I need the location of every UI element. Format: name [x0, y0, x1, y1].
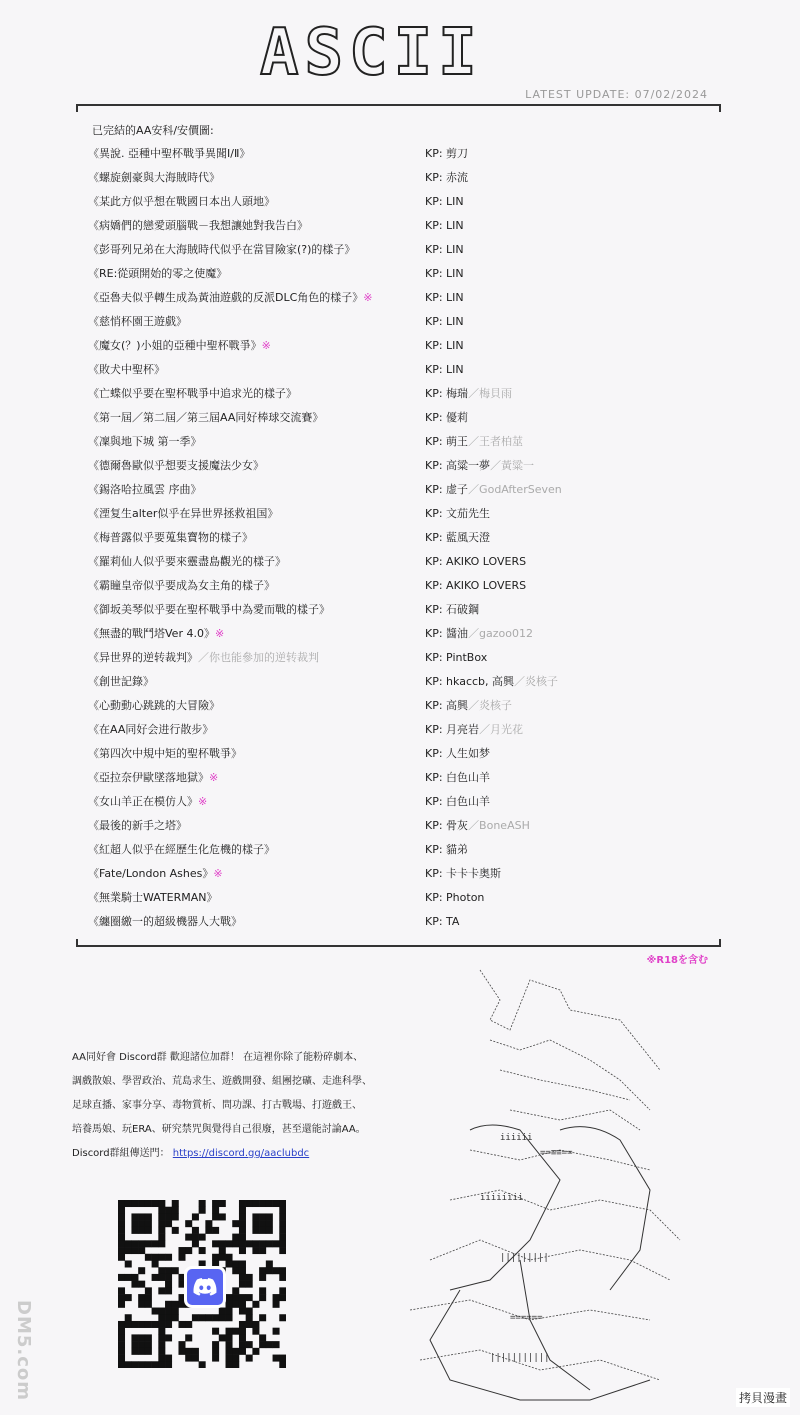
item-title-extra: ／你也能參加的逆转裁判 [198, 651, 319, 664]
list-item [88, 242, 708, 266]
item-kp-name: KP: 石破鋼 [425, 603, 480, 616]
item-title [88, 170, 220, 186]
item-kp [425, 554, 526, 570]
item-title [88, 506, 278, 522]
item-kp-extra: ／梅貝雨 [468, 387, 513, 400]
item-title [88, 818, 187, 834]
item-title-text: 《异世界的逆转裁判》 [88, 651, 198, 664]
list-item [88, 554, 708, 578]
item-title-text: 《羅莉仙人似乎要來靈盡島觀光的樣子》 [88, 555, 286, 568]
item-title-text: 《病嬌們的戀愛頭腦戰－我想讓她對我告白》 [88, 219, 308, 232]
item-kp-extra: ／BoneASH [468, 819, 530, 832]
item-title-text: 《梅普露似乎要蒐集寶物的樣子》 [88, 531, 253, 544]
item-title-text: 《異說. 亞種中聖杯戰爭異聞Ⅰ/Ⅱ》 [88, 147, 251, 160]
r18-mark: ※ [363, 291, 373, 304]
discord-link-line [72, 1142, 402, 1166]
list-item [88, 434, 708, 458]
list-item [88, 794, 708, 818]
item-kp [425, 194, 464, 210]
item-kp-name: KP: AKIKO LOVERS [425, 555, 527, 568]
r18-mark: ※ [209, 771, 219, 784]
item-kp-name: KP: PintBox [425, 651, 488, 664]
item-title-text: 《亞魯夫似乎轉生成為黃油遊戲的反派DLC角色的樣子》 [88, 291, 364, 304]
item-kp [425, 770, 490, 786]
list-item [88, 194, 708, 218]
item-title-text: 《錫洛哈拉風雲 序曲》 [88, 483, 202, 496]
item-kp-name: KP: 剪刀 [425, 147, 469, 160]
item-title [88, 386, 297, 402]
item-title [88, 266, 227, 282]
item-title-text: 《RE:從頭開始的零之使魔》 [88, 267, 228, 280]
svg-text:iiiiii: iiiiii [500, 1133, 533, 1143]
item-kp [425, 914, 459, 930]
r18-mark: ※ [261, 339, 271, 352]
item-kp [425, 866, 501, 882]
bracket-top [76, 104, 721, 112]
item-title [88, 794, 207, 810]
item-kp-name: KP: 高興 [425, 699, 469, 712]
list-item [88, 770, 708, 794]
list-item [88, 410, 708, 434]
item-kp-name: KP: LIN [425, 195, 464, 208]
item-title [88, 914, 242, 930]
discord-link[interactable]: https://discord.gg/aaclubdc [172, 1148, 310, 1159]
item-title-text: 《第一屆／第二屆／第三屆AA同好棒球交流賽》 [88, 411, 324, 424]
item-kp [425, 482, 562, 498]
item-title [88, 338, 271, 354]
item-kp [425, 146, 468, 162]
item-kp [425, 506, 490, 522]
list-item [88, 482, 708, 506]
item-kp-extra: ／月光花 [479, 723, 524, 736]
item-title [88, 218, 308, 234]
item-kp [425, 314, 464, 330]
list-item [88, 674, 708, 698]
item-kp-extra: ／炎核子 [514, 675, 559, 688]
item-title-text: 《紅超人似乎在經歷生化危機的樣子》 [88, 843, 275, 856]
item-title [88, 602, 330, 618]
list-item [88, 386, 708, 410]
svg-text:|||||||||||: ||||||||||| [490, 1353, 550, 1363]
ascii-art-figure [390, 960, 700, 1410]
item-title [88, 842, 275, 858]
item-title-text: 《最後的新手之塔》 [88, 819, 187, 832]
item-kp-name: KP: 文茄先生 [425, 507, 491, 520]
item-kp [425, 218, 464, 234]
list-item [88, 602, 708, 626]
item-title [88, 746, 242, 762]
watermark: DM5.com [13, 1300, 34, 1402]
list-item [88, 914, 708, 938]
item-title [88, 770, 218, 786]
item-title [88, 626, 224, 642]
item-title [88, 290, 373, 306]
completed-list [88, 146, 708, 938]
item-title [88, 890, 218, 906]
item-title-text: 《心動動心跳跳的大冒險》 [88, 699, 220, 712]
item-kp [425, 410, 468, 426]
item-title-text: 《亞拉奈伊歐墜落地獄》 [88, 771, 209, 784]
list-item [88, 530, 708, 554]
list-item [88, 146, 708, 170]
item-kp-name: KP: 赤流 [425, 171, 469, 184]
item-kp [425, 338, 464, 354]
qr-code-icon [118, 1200, 286, 1368]
item-title-text: 《慈悄杯園王遊戲》 [88, 315, 187, 328]
item-title-text: 《Fate/London Ashes》 [88, 867, 214, 880]
item-kp-name: KP: 藍風天澄 [425, 531, 491, 544]
list-item [88, 362, 708, 386]
item-kp-name: KP: 貓弟 [425, 843, 469, 856]
item-title [88, 530, 253, 546]
item-title [88, 458, 264, 474]
list-item [88, 818, 708, 842]
item-kp-name: KP: LIN [425, 219, 464, 232]
item-kp [425, 626, 533, 642]
svg-text:|||||||||: ||||||||| [500, 1253, 549, 1263]
item-kp-name: KP: TA [425, 915, 460, 928]
item-kp-extra: ／GodAfterSeven [468, 483, 562, 496]
item-title [88, 146, 250, 162]
item-kp [425, 530, 490, 546]
item-title [88, 314, 187, 330]
item-kp-name: KP: 醬油 [425, 627, 469, 640]
item-kp [425, 602, 479, 618]
item-title-text: 《彭哥列兄弟在大海賊時代似乎在當冒險家(?)的樣子》 [88, 243, 356, 256]
svg-text:==≡≡==: ==≡≡== [540, 1148, 573, 1158]
r18-note: ※R18を含む [646, 955, 708, 966]
item-title-text: 《敗犬中聖杯》 [88, 363, 165, 376]
item-title-text: 《湮复生alter似乎在异世界拯救祖国》 [88, 507, 279, 520]
item-kp [425, 266, 464, 282]
item-kp [425, 722, 523, 738]
item-kp [425, 386, 512, 402]
list-item [88, 506, 708, 530]
item-kp-name: KP: 卡卡卡奥斯 [425, 867, 502, 880]
item-title [88, 650, 319, 666]
item-kp-name: KP: AKIKO LOVERS [425, 579, 527, 592]
svg-text:======: ====== [510, 1313, 543, 1323]
item-kp [425, 698, 512, 714]
item-title-text: 《御坂美琴似乎要在聖杯戰爭中為愛而戰的樣子》 [88, 603, 330, 616]
discord-info [72, 1046, 402, 1166]
list-item [88, 626, 708, 650]
list-item [88, 338, 708, 362]
item-kp [425, 578, 526, 594]
r18-mark: ※ [214, 627, 225, 640]
item-kp-name: KP: LIN [425, 267, 464, 280]
item-title-text: 《無業騎士WATERMAN》 [88, 891, 218, 904]
list-item [88, 170, 708, 194]
item-kp-name: KP: 優莉 [425, 411, 469, 424]
item-title-text: 《無盡的戰鬥塔Ver 4.0》 [88, 627, 215, 640]
item-title-text: 《亡蝶似乎要在聖杯戰爭中追求光的樣子》 [88, 387, 297, 400]
item-kp [425, 242, 464, 258]
item-title [88, 194, 275, 210]
item-kp [425, 674, 558, 690]
item-kp [425, 434, 523, 450]
list-item [88, 218, 708, 242]
item-title-text: 《霸瞳皇帝似乎要成為女主角的樣子》 [88, 579, 275, 592]
item-title [88, 242, 355, 258]
item-kp-name: KP: LIN [425, 363, 464, 376]
list-item [88, 458, 708, 482]
item-title-text: 《魔女(？)小姐的亞種中聖杯戰爭》 [88, 339, 262, 352]
item-title-text: 《某此方似乎想在戰國日本出人頭地》 [88, 195, 275, 208]
item-kp-extra: ／黃粱一 [490, 459, 535, 472]
item-title [88, 578, 275, 594]
corner-mark: 拷貝漫畫 [736, 1388, 790, 1407]
list-item [88, 266, 708, 290]
last-update: LATEST UPDATE: 07/02/2024 [525, 88, 708, 101]
item-title-text: 《在AA同好会进行散步》 [88, 723, 214, 736]
item-kp [425, 746, 490, 762]
item-kp-extra: ／王者柏莁 [468, 435, 524, 448]
list-item [88, 698, 708, 722]
item-kp-name: KP: LIN [425, 339, 464, 352]
item-kp-name: KP: 骨灰 [425, 819, 469, 832]
bracket-bottom [76, 939, 721, 947]
item-kp-name: KP: hkaccb, 高興 [425, 675, 515, 688]
item-title-text: 《創世記錄》 [88, 675, 154, 688]
item-title [88, 362, 165, 378]
item-kp-name: KP: Photon [425, 891, 485, 904]
item-title [88, 554, 286, 570]
r18-mark: ※ [213, 867, 223, 880]
item-kp [425, 818, 530, 834]
discord-line: AA同好會 Discord群 歡迎諸位加群！ 在這裡你除了能粉碎劇本、 [72, 1052, 364, 1063]
item-kp [425, 362, 464, 378]
item-kp [425, 290, 464, 306]
list-item [88, 314, 708, 338]
item-title [88, 866, 223, 882]
item-kp [425, 794, 490, 810]
item-kp-extra: ／炎核子 [468, 699, 513, 712]
item-kp-name: KP: LIN [425, 243, 464, 256]
discord-line: 培養馬娘、玩ERA、研究禁咒與覺得自己很廢，甚至還能討論AA。 [72, 1124, 366, 1135]
r18-mark: ※ [198, 795, 208, 808]
item-kp-name: KP: 白色山羊 [425, 795, 491, 808]
item-kp-name: KP: 萌王 [425, 435, 469, 448]
item-kp [425, 170, 468, 186]
item-title-text: 《凜與地下城 第一季》 [88, 435, 202, 448]
item-kp [425, 458, 534, 474]
item-kp-name: KP: 白色山羊 [425, 771, 491, 784]
list-item [88, 650, 708, 674]
item-kp-name: KP: LIN [425, 291, 464, 304]
item-title [88, 410, 323, 426]
item-title-text: 《第四次中規中矩的聖杯戰爭》 [88, 747, 242, 760]
list-item [88, 722, 708, 746]
item-title-text: 《德爾魯歐似乎想要支援魔法少女》 [88, 459, 264, 472]
item-kp-extra: ／gazoo012 [468, 627, 534, 640]
item-title-text: 《螺旋劍豪與大海賊時代》 [88, 171, 220, 184]
list-item [88, 746, 708, 770]
logo-text: ASCII [260, 16, 483, 90]
discord-link-label: Discord群組傳送門： [72, 1148, 170, 1159]
item-title [88, 482, 202, 498]
item-title [88, 434, 202, 450]
discord-line: 調戲散娘、學習政治、荒島求生、遊戲開發、組團挖礦、走進科學、 [72, 1076, 372, 1087]
item-title [88, 698, 220, 714]
svg-text:iiiiiiii: iiiiiiii [480, 1193, 524, 1203]
discord-line: 足球直播、家事分享、毒物賞析、問功課、打古戰場、打遊戲王、 [72, 1100, 362, 1111]
list-item [88, 290, 708, 314]
list-item [88, 578, 708, 602]
item-kp-name: KP: LIN [425, 315, 464, 328]
list-item [88, 842, 708, 866]
item-kp [425, 842, 468, 858]
item-kp-name: KP: 虚子 [425, 483, 469, 496]
item-kp [425, 890, 484, 906]
list-item [88, 866, 708, 890]
discord-logo-icon [184, 1266, 226, 1308]
item-title [88, 722, 213, 738]
list-heading: 已完結的AA安科/安價圖: [92, 124, 214, 137]
item-kp [425, 650, 487, 666]
item-kp-name: KP: 高粱一夢 [425, 459, 491, 472]
item-title-text: 《女山羊正在模仿人》 [88, 795, 198, 808]
item-title-text: 《纏圈繳一的超級機器人大戰》 [88, 915, 242, 928]
item-title [88, 674, 154, 690]
item-kp-name: KP: 梅瑞 [425, 387, 469, 400]
ascii-logo [260, 18, 530, 88]
item-kp-name: KP: 人生如梦 [425, 747, 491, 760]
item-kp-name: KP: 月亮岩 [425, 723, 480, 736]
list-item [88, 890, 708, 914]
